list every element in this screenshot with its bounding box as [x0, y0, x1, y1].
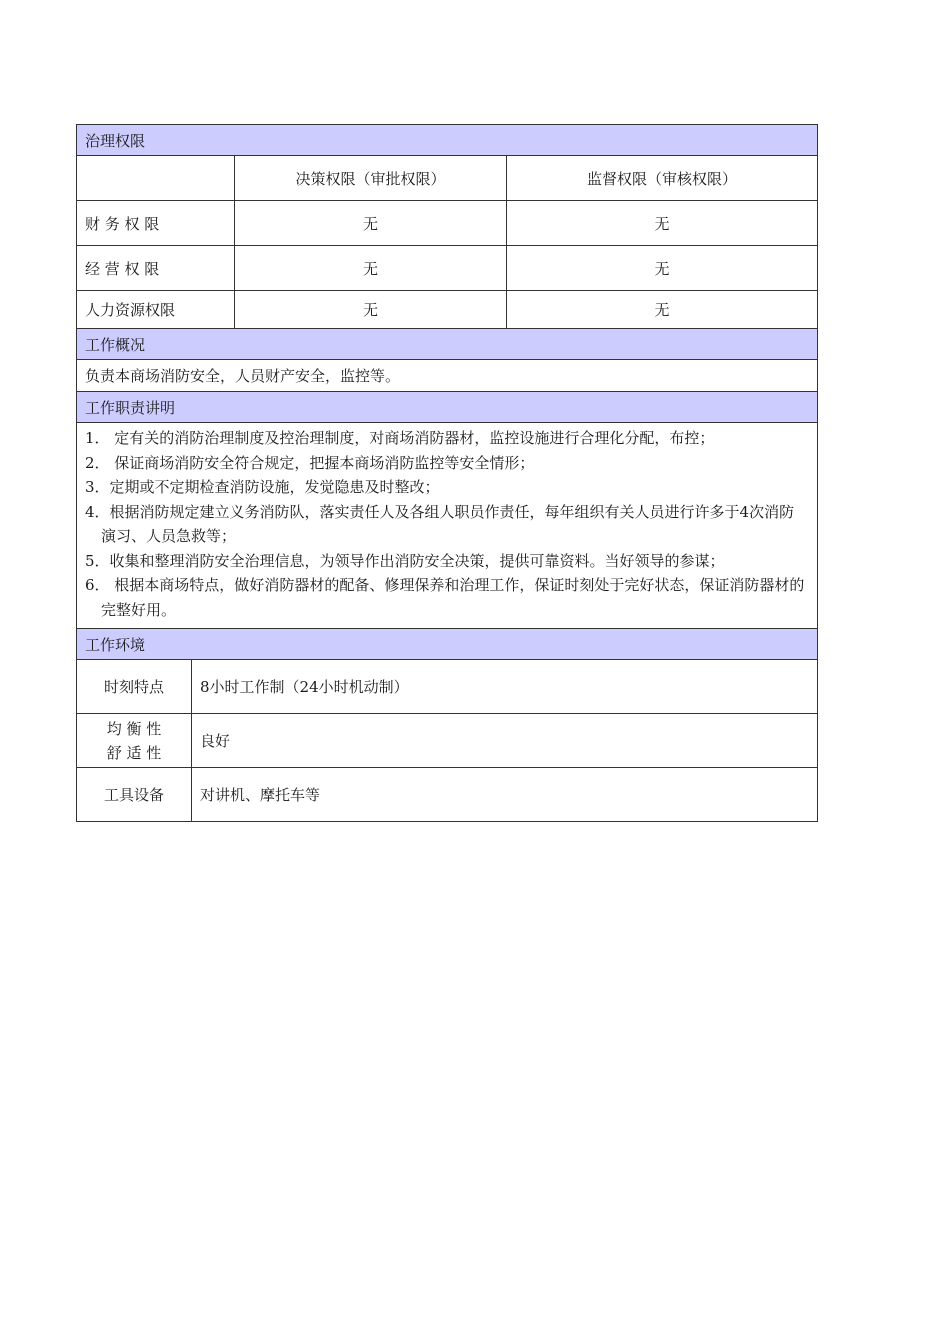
environment-row-label: 工具设备: [77, 768, 192, 822]
environment-row-value: 8小时工作制（24小时机动制）: [192, 660, 818, 714]
supervision-value: 无: [507, 291, 818, 329]
duty-item: 3．定期或不定期检查消防设施，发觉隐患及时整改；: [85, 478, 440, 496]
environment-row-tools: [77, 768, 818, 822]
environment-row-comfort: [77, 714, 818, 768]
supervision-value: 无: [507, 246, 818, 291]
authority-corner-cell: [77, 156, 235, 201]
overview-section-header: 工作概况: [77, 329, 818, 360]
job-description-form: [76, 124, 817, 822]
authority-row-finance: [77, 201, 818, 246]
duties-list: [77, 423, 818, 629]
authority-table: [76, 124, 818, 660]
supervision-authority-header: 监督权限（审核权限）: [507, 156, 818, 201]
authority-row-label: 人力资源权限: [77, 291, 235, 329]
duty-item: 1． 定有关的消防治理制度及控治理制度，对商场消防器材，监控设施进行合理化分配，布控；: [85, 429, 715, 447]
duty-item: 5．收集和整理消防安全治理信息，为领导作出消防安全决策，提供可靠资料。当好领导的参谋；: [85, 551, 725, 570]
environment-row-value: 良好: [192, 714, 818, 768]
duties-section-header: 工作职责讲明: [77, 392, 818, 423]
duty-item: 4．根据消防规定建立义务消防队，落实责任人及各组人职员作责任，每年组织有关人员进行许多于4次消防演习、人员急救等；: [85, 502, 795, 545]
environment-row-label: 时刻特点: [77, 660, 192, 714]
authority-row-label: 经 营 权 限: [77, 246, 235, 291]
decision-authority-header: 决策权限（审批权限）: [235, 156, 507, 201]
authority-row-operations: [77, 246, 818, 291]
authority-section-header: 治理权限: [77, 125, 818, 156]
environment-row-time: [77, 660, 818, 714]
environment-section-header: 工作环境: [77, 629, 818, 660]
comfort-label: 舒 适 性: [106, 743, 162, 762]
authority-row-hr: [77, 291, 818, 329]
balance-label: 均 衡 性: [106, 719, 162, 738]
decision-value: 无: [235, 246, 507, 291]
duty-item: 2． 保证商场消防安全符合规定，把握本商场消防监控等安全情形；: [85, 453, 535, 472]
decision-value: 无: [235, 201, 507, 246]
environment-row-value: 对讲机、摩托车等: [192, 768, 818, 822]
duty-item: 6． 根据本商场特点，做好消防器材的配备、修理保养和治理工作，保证时刻处于完好状态，保证消防器材的完整好用。: [85, 576, 805, 619]
authority-row-label: 财 务 权 限: [77, 201, 235, 246]
overview-text: 负责本商场消防安全，人员财产安全，监控等。: [77, 360, 818, 392]
supervision-value: 无: [507, 201, 818, 246]
decision-value: 无: [235, 291, 507, 329]
environment-table: [76, 659, 818, 822]
environment-row-label: [77, 714, 192, 768]
